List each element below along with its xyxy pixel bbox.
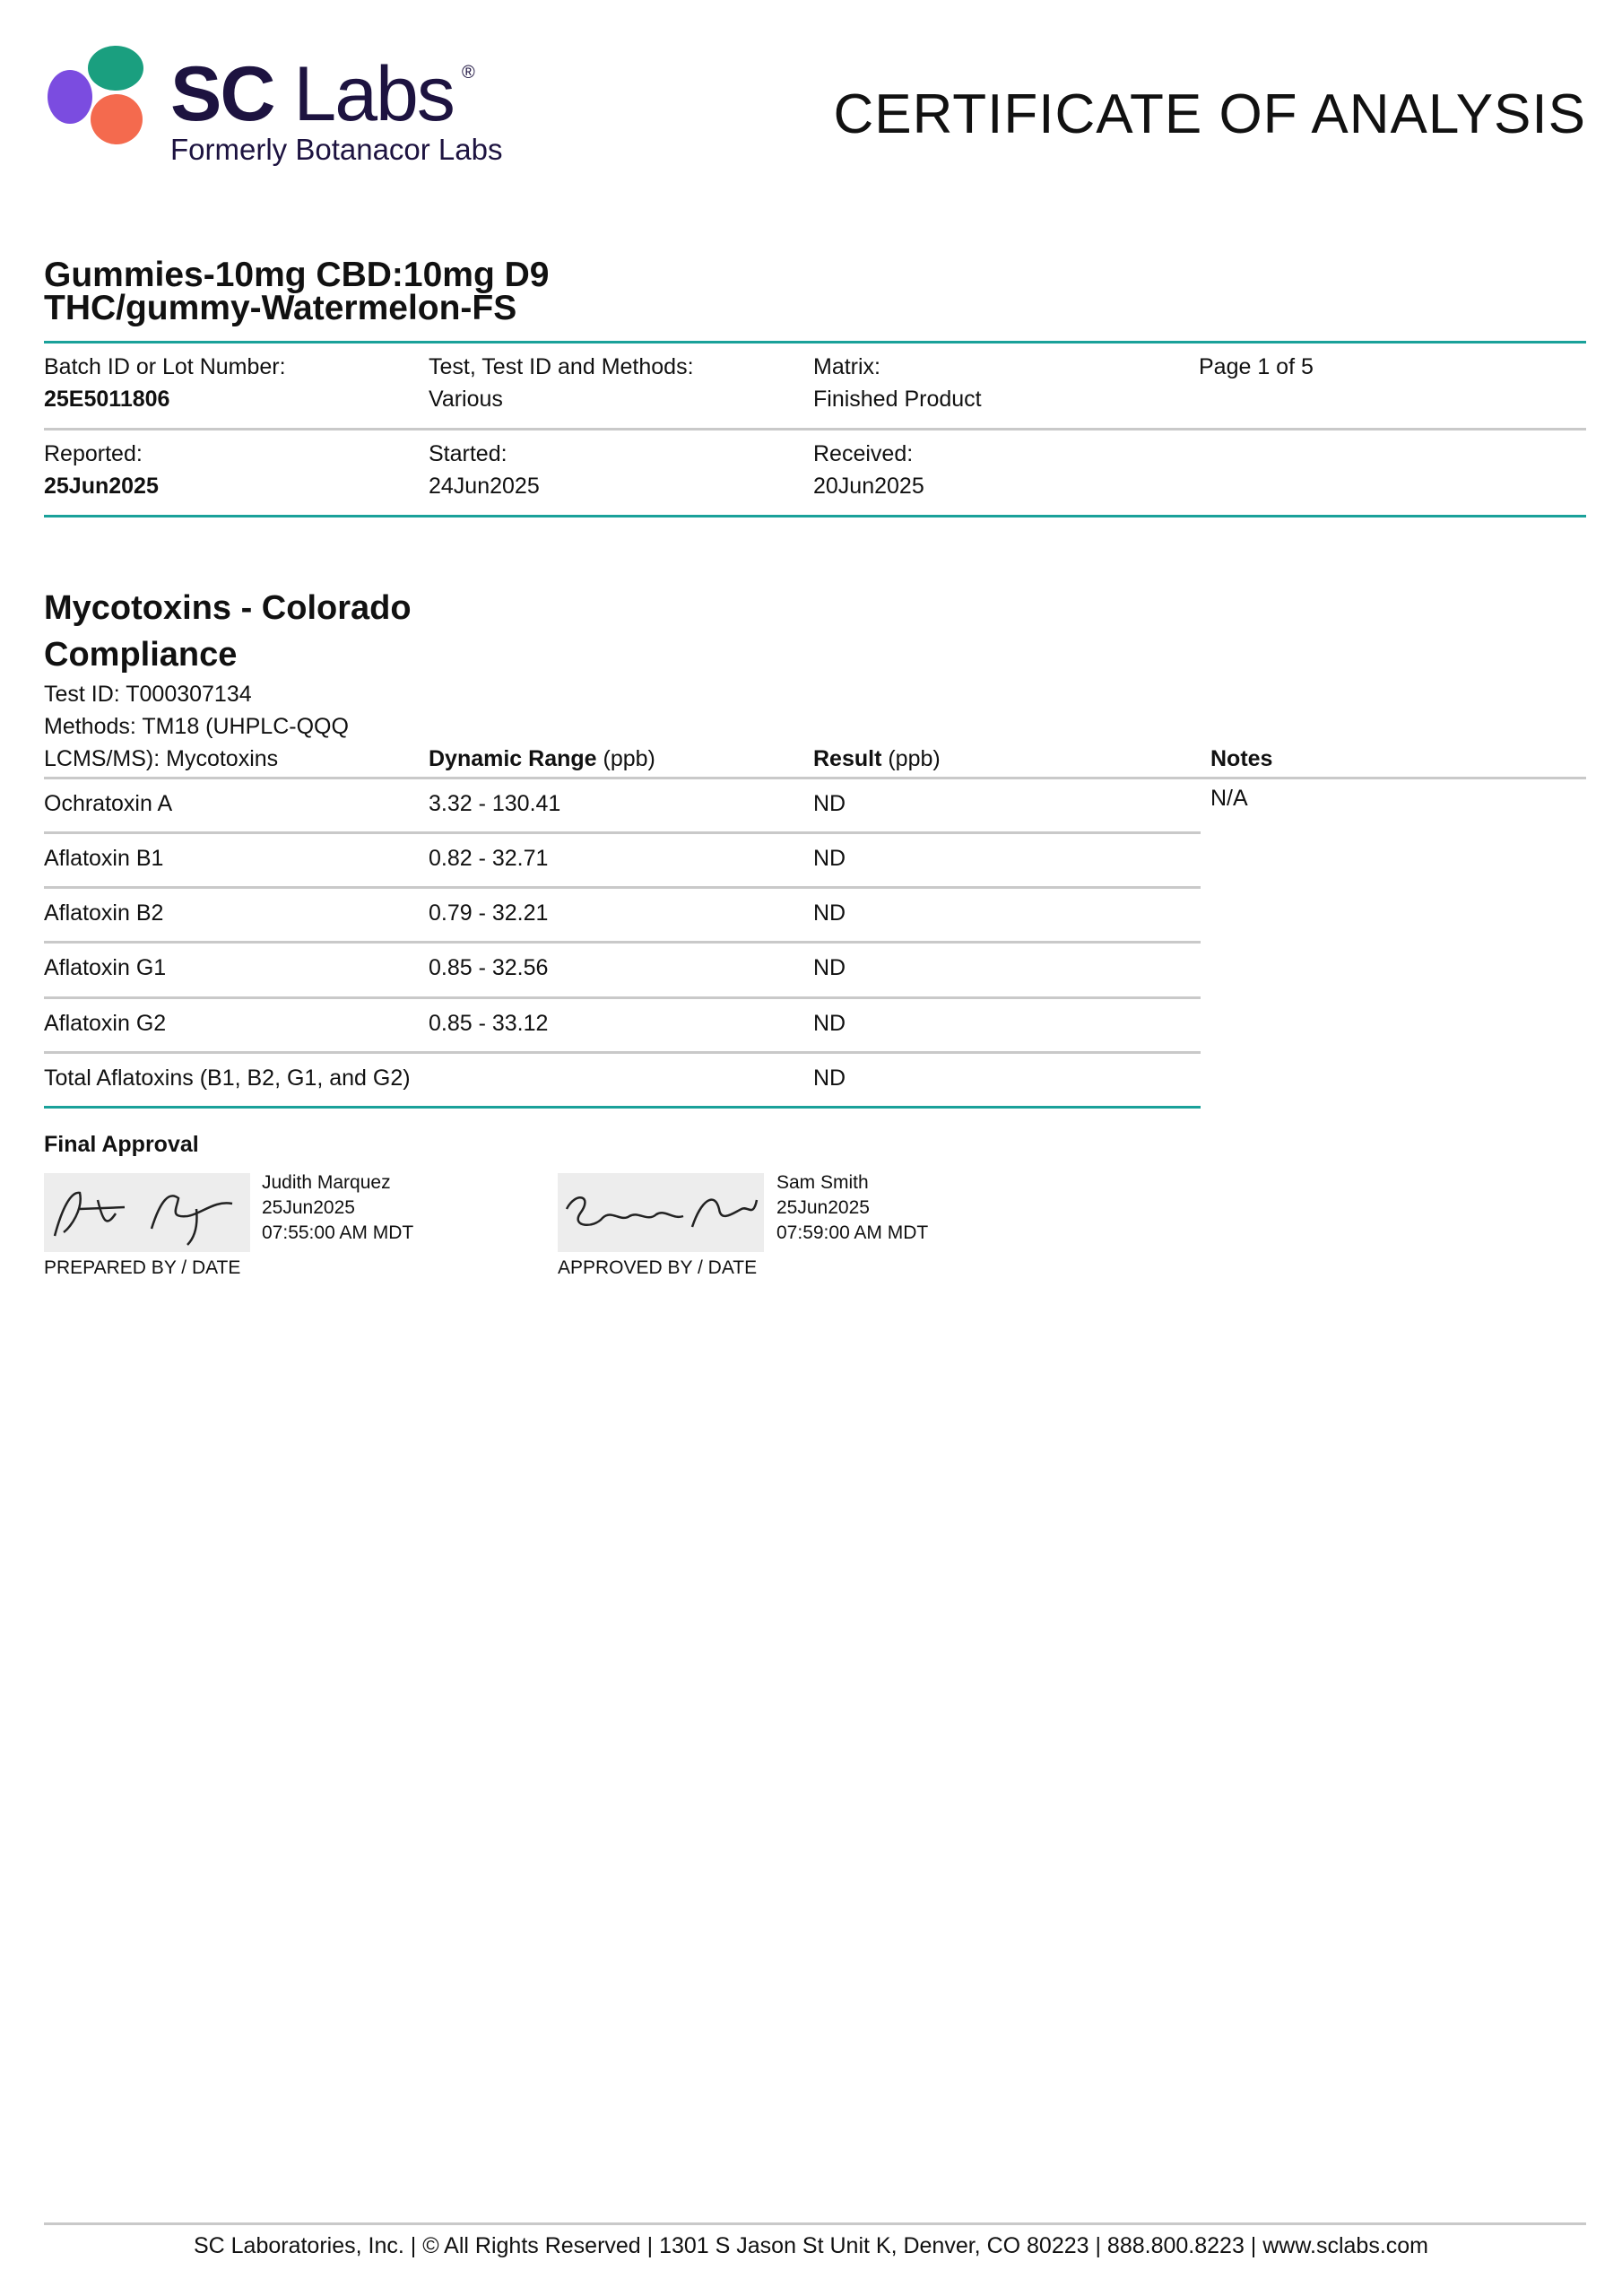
reported-value: 25Jun2025 (44, 474, 159, 499)
row-divider (44, 996, 1201, 999)
table-row-analyte: Total Aflatoxins (B1, B2, G1, and G2) (44, 1065, 411, 1091)
divider-teal (44, 341, 1586, 344)
table-row-range: 0.85 - 33.12 (429, 1011, 549, 1036)
row-divider (44, 941, 1201, 944)
table-row-result: ND (813, 1065, 846, 1091)
matrix-label: Matrix: (813, 354, 880, 379)
table-row-range: 0.82 - 32.71 (429, 846, 549, 871)
approved-by-block (776, 1170, 928, 1246)
result-header-label: Result (813, 746, 882, 771)
test-value: Various (429, 387, 503, 412)
prepared-date: 25Jun2025 (262, 1197, 355, 1218)
logo-purple-dot (48, 70, 92, 124)
table-row-range: 0.79 - 32.21 (429, 900, 549, 926)
final-approval-title: Final Approval (44, 1132, 199, 1157)
matrix-value: Finished Product (813, 387, 982, 412)
started-label: Started: (429, 441, 507, 466)
table-row-analyte: Aflatoxin G1 (44, 955, 167, 980)
column-header-range (429, 746, 655, 772)
methods-line-1: Methods: TM18 (UHPLC-QQQ (44, 714, 349, 739)
table-row-analyte: Aflatoxin G2 (44, 1011, 167, 1036)
document-title: CERTIFICATE OF ANALYSIS (833, 83, 1586, 145)
batch-value: 25E5011806 (44, 387, 170, 412)
approved-name: Sam Smith (776, 1172, 869, 1193)
test-label: Test, Test ID and Methods: (429, 354, 694, 379)
notes-value: N/A (1210, 786, 1248, 811)
table-row-result: ND (813, 900, 846, 926)
row-divider (44, 886, 1201, 889)
brand-bold: SC (170, 51, 274, 137)
approved-date: 25Jun2025 (776, 1197, 870, 1218)
table-row-result: ND (813, 846, 846, 871)
prepared-caption: PREPARED BY / DATE (44, 1257, 241, 1278)
started-value: 24Jun2025 (429, 474, 540, 499)
signature-drawing (44, 1173, 250, 1252)
divider-grey (44, 428, 1586, 430)
footer-divider (44, 2222, 1586, 2225)
received-label: Received: (813, 441, 914, 466)
batch-label: Batch ID or Lot Number: (44, 354, 286, 379)
product-name: Gummies-10mg CBD:10mg D9 THC/gummy-Watermelon-FS (44, 256, 550, 327)
prepared-signature (44, 1173, 250, 1252)
sc-labs-logo-icon (45, 43, 148, 149)
logo-green-dot (88, 46, 143, 91)
footer-text: SC Laboratories, Inc. | © All Rights Reserved | 1301 S Jason St Unit K, Denver, CO 80223 | 888.800.8223 | www.sclabs.com (193, 2233, 1429, 2258)
table-row-analyte: Ochratoxin A (44, 791, 173, 816)
test-id: Test ID: T000307134 (44, 682, 252, 707)
result-header-unit: (ppb) (881, 746, 941, 771)
approved-signature (558, 1173, 764, 1252)
table-row-analyte: Aflatoxin B1 (44, 846, 164, 871)
table-row-result: ND (813, 955, 846, 980)
row-divider (44, 831, 1201, 834)
column-header-notes: Notes (1210, 746, 1273, 771)
methods-line-2: LCMS/MS): Mycotoxins (44, 746, 279, 771)
prepared-time: 07:55:00 AM MDT (262, 1222, 414, 1243)
section-title: Mycotoxins - Colorado Compliance (44, 589, 412, 674)
reported-label: Reported: (44, 441, 143, 466)
table-end-rule (44, 1106, 1201, 1109)
range-header-unit: (ppb) (596, 746, 655, 771)
prepared-by-block (262, 1170, 413, 1246)
row-divider (44, 1051, 1201, 1054)
table-row-range: 3.32 - 130.41 (429, 791, 561, 816)
approved-caption: APPROVED BY / DATE (558, 1257, 758, 1278)
divider-teal (44, 515, 1586, 517)
brand-light: Labs (293, 51, 454, 137)
table-row-result: ND (813, 1011, 846, 1036)
table-row-range: 0.85 - 32.56 (429, 955, 549, 980)
column-header-result (813, 746, 941, 772)
brand-name (170, 51, 454, 137)
registered-mark: ® (462, 63, 475, 83)
logo-coral-dot (91, 94, 143, 144)
brand-subtitle: Formerly Botanacor Labs (170, 133, 503, 166)
page-number: Page 1 of 5 (1199, 354, 1314, 379)
table-row-result: ND (813, 791, 846, 816)
received-value: 20Jun2025 (813, 474, 924, 499)
signature-drawing (558, 1173, 764, 1252)
range-header-label: Dynamic Range (429, 746, 597, 771)
table-header-rule (44, 777, 1586, 779)
prepared-name: Judith Marquez (262, 1172, 391, 1193)
table-row-analyte: Aflatoxin B2 (44, 900, 164, 926)
approved-time: 07:59:00 AM MDT (776, 1222, 929, 1243)
